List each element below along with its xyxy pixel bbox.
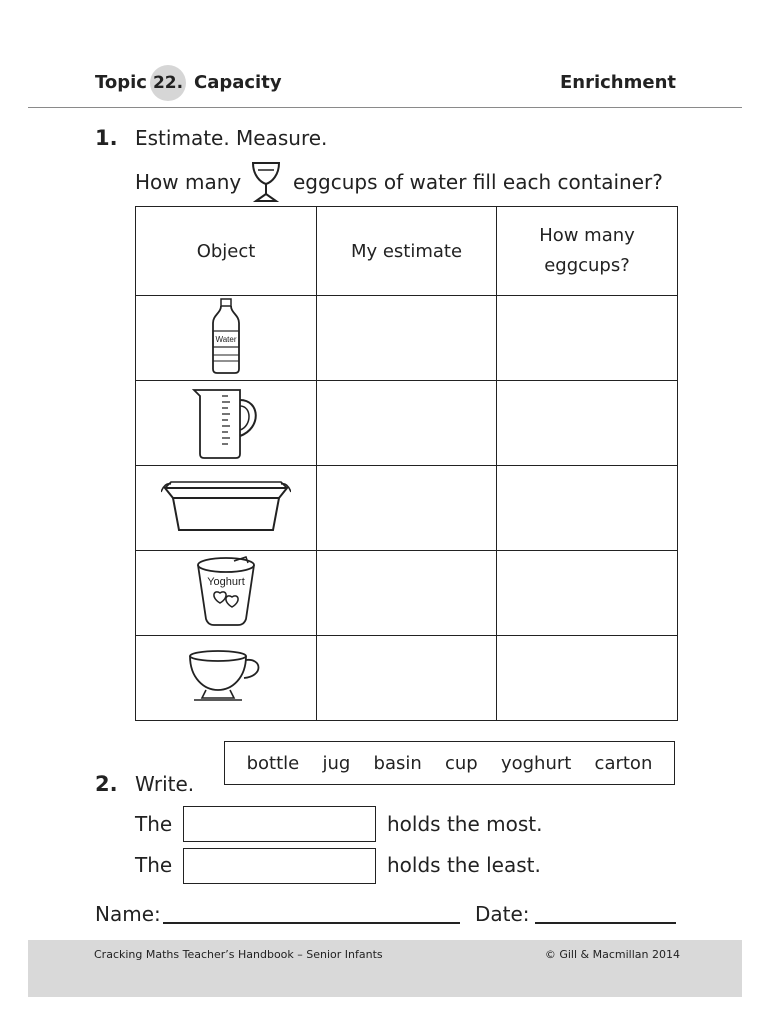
column-header-count-line2: eggcups?: [544, 255, 630, 276]
word-bank-item: cup: [445, 752, 478, 774]
table-row: [136, 466, 678, 551]
table-row: [136, 381, 678, 466]
name-line[interactable]: [163, 922, 460, 924]
column-header-count-line1: How many: [539, 225, 635, 246]
date-label: Date:: [475, 902, 530, 926]
count-cell[interactable]: [497, 296, 678, 381]
most-answer-box[interactable]: [183, 806, 376, 842]
count-cell[interactable]: [497, 551, 678, 636]
footer-copyright: © Gill & Macmillan 2014: [544, 948, 680, 961]
word-bank-item: bottle: [246, 752, 300, 774]
topic-number-badge: 22.: [150, 65, 186, 101]
count-cell[interactable]: [497, 466, 678, 551]
yoghurt-label: Yoghurt: [207, 575, 245, 588]
column-header-object: Object: [136, 207, 317, 296]
sentence-1-end: holds the most.: [387, 812, 543, 836]
object-cell: [136, 466, 317, 551]
object-cell: [136, 296, 317, 381]
sentence-1-start: The: [135, 812, 173, 836]
topic-title: Capacity: [194, 72, 282, 93]
count-cell[interactable]: [497, 636, 678, 721]
question-2-number: 2.: [95, 772, 118, 796]
measuring-jug-icon: [186, 444, 266, 465]
eggcup-icon: [250, 160, 282, 208]
table-row: [136, 636, 678, 721]
question-1-prompt-end: eggcups of water fill each container?: [293, 170, 663, 194]
estimate-cell[interactable]: [317, 381, 497, 466]
word-bank-item: basin: [373, 752, 422, 774]
question-1-prompt-start: How many: [135, 170, 242, 194]
estimate-cell[interactable]: [317, 636, 497, 721]
sentence-2-end: holds the least.: [387, 853, 541, 877]
question-1-number: 1.: [95, 126, 118, 150]
water-label: Water: [215, 334, 237, 344]
object-cell: [136, 551, 317, 636]
water-bottle-icon: [208, 334, 244, 380]
header-divider: [28, 107, 742, 108]
word-bank: [224, 741, 675, 785]
word-bank-item: jug: [322, 752, 351, 774]
table-header-row: [136, 207, 678, 296]
basin-icon: [161, 518, 291, 539]
page-header: [0, 60, 770, 108]
question-2-instruction: Write.: [135, 772, 195, 796]
word-bank-item: carton: [594, 752, 653, 774]
count-cell[interactable]: [497, 381, 678, 466]
estimate-cell[interactable]: [317, 551, 497, 636]
table-row: [136, 296, 678, 381]
word-bank-item: yoghurt: [500, 752, 572, 774]
sentence-2-start: The: [135, 853, 173, 877]
capacity-table: [135, 206, 678, 721]
name-label: Name:: [95, 902, 161, 926]
column-header-estimate: My estimate: [317, 207, 497, 296]
date-line[interactable]: [535, 922, 676, 924]
least-answer-box[interactable]: [183, 848, 376, 884]
footer-book-title: Cracking Maths Teacher’s Handbook – Senior Infants: [94, 948, 383, 961]
yoghurt-carton-icon: [194, 575, 258, 632]
section-label: Enrichment: [559, 72, 676, 93]
page-footer: [28, 940, 742, 997]
object-cell: [136, 636, 317, 721]
estimate-cell[interactable]: [317, 296, 497, 381]
estimate-cell[interactable]: [317, 466, 497, 551]
object-cell: [136, 381, 317, 466]
question-1-instruction: Estimate. Measure.: [135, 126, 328, 150]
column-header-count: [497, 207, 678, 296]
topic-label: Topic: [95, 72, 147, 93]
cup-icon: [186, 688, 266, 709]
table-row: [136, 551, 678, 636]
